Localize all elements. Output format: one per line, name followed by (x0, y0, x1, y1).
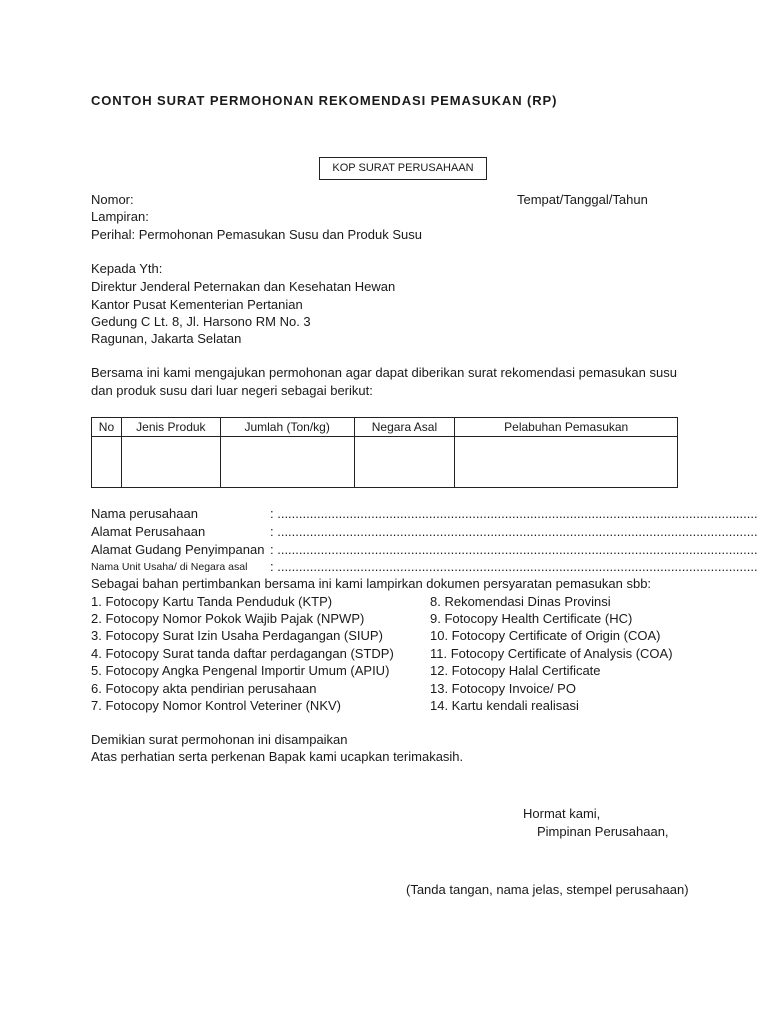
company-address-label: Alamat Perusahaan (91, 524, 206, 539)
col-country-header: Negara Asal (354, 418, 455, 437)
document-item: 4. Fotocopy Surat tanda daftar perdagangan (STDP) (91, 646, 394, 661)
document-item: 12. Fotocopy Halal Certificate (430, 663, 601, 678)
company-name-label: Nama perusahaan (91, 506, 198, 521)
table-cell (455, 437, 678, 488)
document-item: 9. Fotocopy Health Certificate (HC) (430, 611, 633, 626)
perihal-label: Perihal: Permohonan Pemasukan Susu dan Produk Susu (91, 227, 422, 242)
document-item: 7. Fotocopy Nomor Kontrol Veteriner (NKV) (91, 698, 341, 713)
place-date-label: Tempat/Tanggal/Tahun (517, 192, 648, 207)
table-header-row (92, 418, 678, 437)
table-cell (220, 437, 354, 488)
company-name-field: : ..................................................................................................................................... (270, 506, 758, 521)
table-cell (92, 437, 122, 488)
table-cell (354, 437, 455, 488)
table-row (92, 437, 678, 488)
lampiran-label: Lampiran: (91, 209, 149, 224)
closing-line: Atas perhatian serta perkenan Bapak kami ucapkan terimakasih. (91, 749, 464, 764)
document-item: 8. Rekomendasi Dinas Provinsi (430, 594, 611, 609)
letterhead-box: KOP SURAT PERUSAHAAN (319, 157, 487, 180)
document-item: 13. Fotocopy Invoice/ PO (430, 681, 576, 696)
documents-intro: Sebagai bahan pertimbankan bersama ini kami lampirkan dokumen persyaratan pemasukan sbb: (91, 576, 652, 591)
table-cell (121, 437, 220, 488)
warehouse-address-field: : ..................................................................................................................................... (270, 542, 758, 557)
warehouse-address-label: Alamat Gudang Penyimpanan (91, 542, 265, 557)
document-item: 1. Fotocopy Kartu Tanda Penduduk (KTP) (91, 594, 333, 609)
document-item: 14. Kartu kendali realisasi (430, 698, 579, 713)
col-port-header: Pelabuhan Pemasukan (455, 418, 678, 437)
document-item: 2. Fotocopy Nomor Pokok Wajib Pajak (NPWP) (91, 611, 365, 626)
company-address-field: : ..................................................................................................................................... (270, 524, 758, 539)
position-text: Pimpinan Perusahaan, (537, 824, 669, 839)
nomor-label: Nomor: (91, 192, 134, 207)
signature-note: (Tanda tangan, nama jelas, stempel perusahaan) (406, 882, 689, 897)
origin-unit-field: : ..................................................................................................................................... (270, 559, 758, 574)
closing-line: Demikian surat permohonan ini disampaikan (91, 732, 348, 747)
recipient-line: Ragunan, Jakarta Selatan (91, 331, 242, 346)
recipient-line: Gedung C Lt. 8, Jl. Harsono RM No. 3 (91, 314, 311, 329)
regards-text: Hormat kami, (523, 806, 601, 821)
document-item: 6. Fotocopy akta pendirian perusahaan (91, 681, 317, 696)
origin-unit-label: Nama Unit Usaha/ di Negara asal (91, 561, 248, 573)
document-item: 10. Fotocopy Certificate of Origin (COA) (430, 628, 661, 643)
intro-paragraph: Bersama ini kami mengajukan permohonan agar dapat diberikan surat rekomendasi pemasukan susu dan produk susu dari luar negeri sebagai berikut: (91, 365, 677, 398)
document-item: 11. Fotocopy Certificate of Analysis (COA) (430, 646, 673, 661)
col-product-header: Jenis Produk (121, 418, 220, 437)
document-item: 3. Fotocopy Surat Izin Usaha Perdagangan (SIUP) (91, 628, 383, 643)
recipient-line: Kantor Pusat Kementerian Pertanian (91, 297, 303, 312)
product-table (91, 417, 678, 488)
recipient-line: Kepada Yth: (91, 261, 163, 276)
document-item: 5. Fotocopy Angka Pengenal Importir Umum (APIU) (91, 663, 390, 678)
recipient-line: Direktur Jenderal Peternakan dan Kesehatan Hewan (91, 279, 396, 294)
col-no-header: No (92, 418, 122, 437)
document-title: CONTOH SURAT PERMOHONAN REKOMENDASI PEMASUKAN (RP) (91, 93, 558, 108)
col-amount-header: Jumlah (Ton/kg) (220, 418, 354, 437)
